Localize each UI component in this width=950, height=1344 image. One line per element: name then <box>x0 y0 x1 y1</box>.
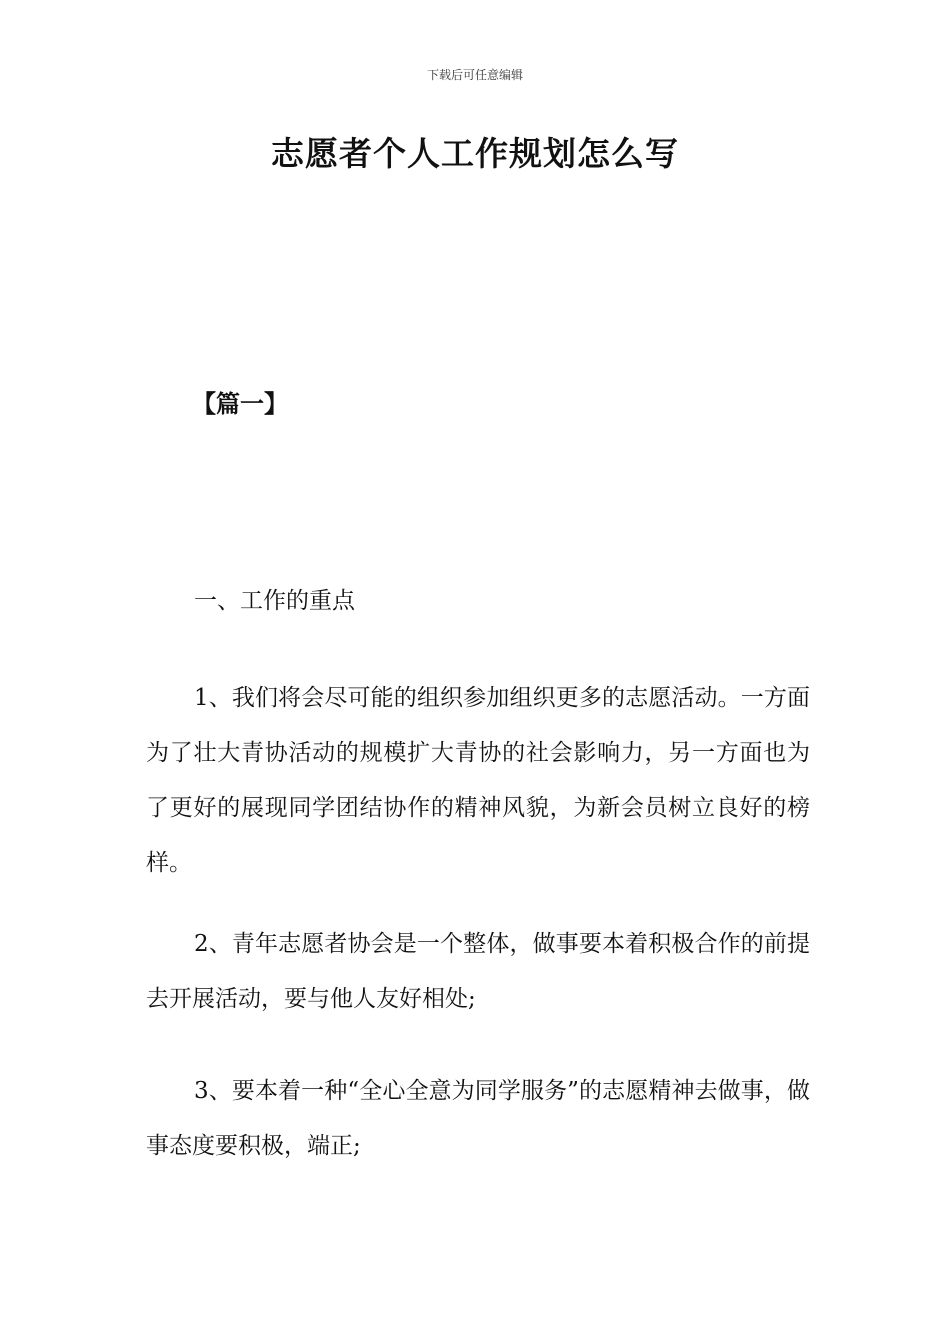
paragraph-3: 3、要本着一种“全心全意为同学服务”的志愿精神去做事，做事态度要积极，端正; <box>146 1078 810 1159</box>
section-heading: 一、工作的重点 <box>194 588 355 614</box>
page-header-note: 下载后可任意编辑 <box>426 68 523 82</box>
paragraph-2: 2、青年志愿者协会是一个整体，做事要本着积极合作的前提去开展活动，要与他人友好相处; <box>146 931 810 1012</box>
document-title: 志愿者个人工作规划怎么写 <box>271 134 679 173</box>
section-label: 【篇一】 <box>192 390 288 418</box>
paragraph-1: 1、我们将会尽可能的组织参加组织更多的志愿活动。一方面为了壮大青协活动的规模扩大青协的社会影响力，另一方面也为了更好的展现同学团结协作的精神风貌，为新会员树立良好的榜样。 <box>146 685 810 876</box>
